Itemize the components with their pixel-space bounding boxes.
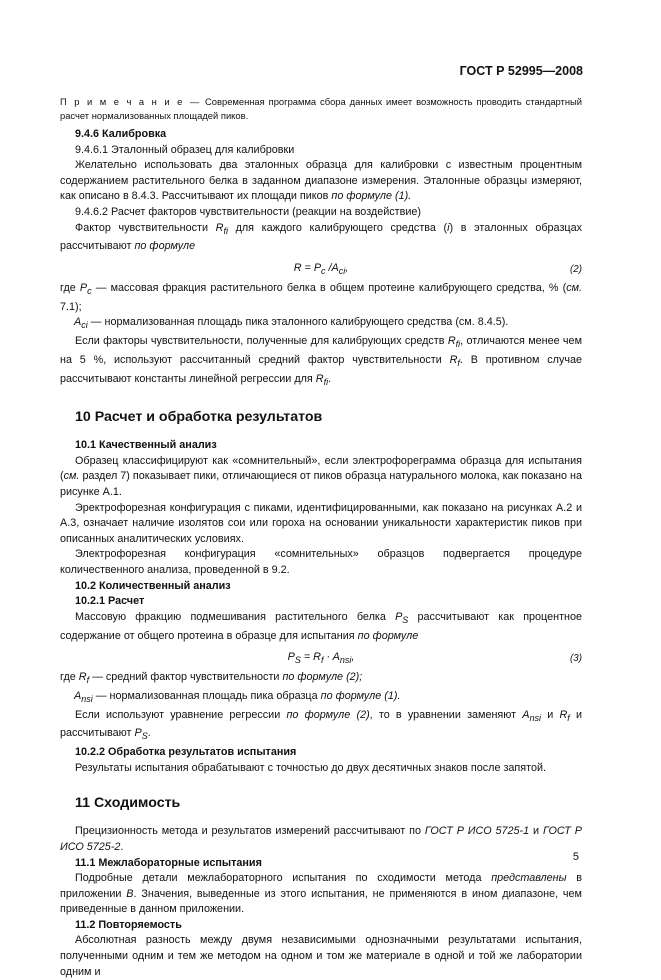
paragraph: Прецизионность метода и результатов измерений рассчитывают по ГОСТ Р ИСО 5725-1 и ГОСТ Р ИСО 5725-2. (60, 825, 582, 853)
where-line: где $R_f$ — средний фактор чувствительности по формуле (2); (60, 671, 363, 686)
paragraph: Образец классифицируют как «сомнительный», если электрофореграмма образца для испытания (см. раздел 7) показывает пики, отличающиеся от пиков образца натурального молока, как показано на рисунке А.1. (60, 454, 582, 499)
paragraph: Если используют уравнение регрессии по формуле (2), то в уравнении заменяют $A_{nsi}$ и $R_f$ и рассчитывают $P_S$. (60, 708, 583, 742)
section-10-2-2-title: 10.2.2 Обработка результатов испытания (75, 746, 297, 759)
page-content (60, 93, 582, 980)
formula-number: (2) (570, 263, 582, 275)
page-number: 5 (572, 851, 579, 863)
note: П р и м е ч а н и е — Современная программа сбора данных имеет возможность проводить стандартный расчет нормализованных площадей пиков. (60, 96, 582, 121)
paragraph: 9.4.6.2 Расчет факторов чувствительности (реакции на воздействие) (75, 205, 421, 218)
note-label: П р и м е ч а н и е — (60, 96, 202, 107)
paragraph: Массовую фракцию подмешивания растительного белка $P_S$ рассчитывают как процентное содержание от общего протеина в образце для испытания по формуле (60, 610, 582, 642)
section-10-title: 10 Расчет и обработка результатов (75, 409, 323, 426)
section-11-1-title: 11.1 Межлабораторные испытания (75, 856, 262, 869)
where-line: $A_{ci}$ — нормализованная площадь пика эталонного калибрующего средства (см. 8.4.5). (74, 316, 509, 331)
paragraph: Желательно использовать два эталонных образца для калибровки с известным процентным содержанием растительного белка в заданном диапазоне измерения. Эталонные образцы измеряют, как описано в 8.4.3. Рассчитывают их площади пиков по формуле (1). (60, 159, 582, 203)
paragraph: Эректрофорезная конфигурация с пиками, идентифицированными, как показано на рисунках А.2 и А.3, означает наличие изолятов сои или гороха на основании уникальности характеристик пиков при описанных аналитических условиях. (60, 501, 582, 545)
formula-2: $R = P_c$ $/A_{ci}$, (2) (60, 255, 582, 281)
paragraph: Результаты испытания обрабатывают с точностью до двух десятичных знаков после запятой. (75, 761, 546, 774)
section-10-1-title: 10.1 Качественный анализ (75, 439, 217, 452)
formula-number: (3) (570, 653, 582, 665)
paragraph: Фактор чувствительности $R_{fi}$ для каждого калибрующего средства (i) в эталонных образцах рассчитывают по формуле (60, 221, 582, 253)
section-11-2-title: 11.2 Повторяемость (75, 918, 182, 931)
document-header: ГОСТ Р 52995—2008 (459, 64, 583, 78)
section-10-2-1-title: 10.2.1 Расчет (75, 595, 145, 608)
paragraph: Электрофорезная конфигурация «сомнительных» образцов подвергается процедуре количественного анализа, проведенной в 9.2. (60, 548, 582, 576)
where-line: $A_{nsi}$ — нормализованная площадь пика образца по формуле (1). (74, 689, 401, 705)
paragraph: Абсолютная разность между двумя независимыми однозначными результатами испытания, полученными одним и тем же методом на одном и том же материале в одной и той же лаборатории одним и (60, 934, 582, 978)
section-9-4-6-title: 9.4.6 Калибровка (75, 128, 167, 140)
formula-3: $P_S = R_f \cdot A_{nsi}$, (3) (60, 644, 582, 670)
section-10-2-title: 10.2 Количественный анализ (75, 579, 231, 592)
paragraph: Если факторы чувствительности, полученные для калибрующих средств $R_{fi}$, отличаются менее чем на 5 %, используют рассчитанный средний фактор чувствительности $R_f$. В противном случае рассчитывают константы линейной регрессии для $R_{fi}$. (60, 335, 582, 387)
where-line: где $P_c$ — массовая фракция растительного белка в общем протеине калибрующего средства, % (см. 7.1); (60, 281, 582, 313)
section-11-title: 11 Сходимость (75, 795, 181, 812)
paragraph: Подробные детали межлабораторного испытания по сходимости метода представлены в приложении В. Значения, выведенные из этого испытания, не применяются в ином диапазоне, чем приведенные в данном приложении. (60, 872, 582, 916)
paragraph: 9.4.6.1 Эталонный образец для калибровки (75, 143, 295, 156)
